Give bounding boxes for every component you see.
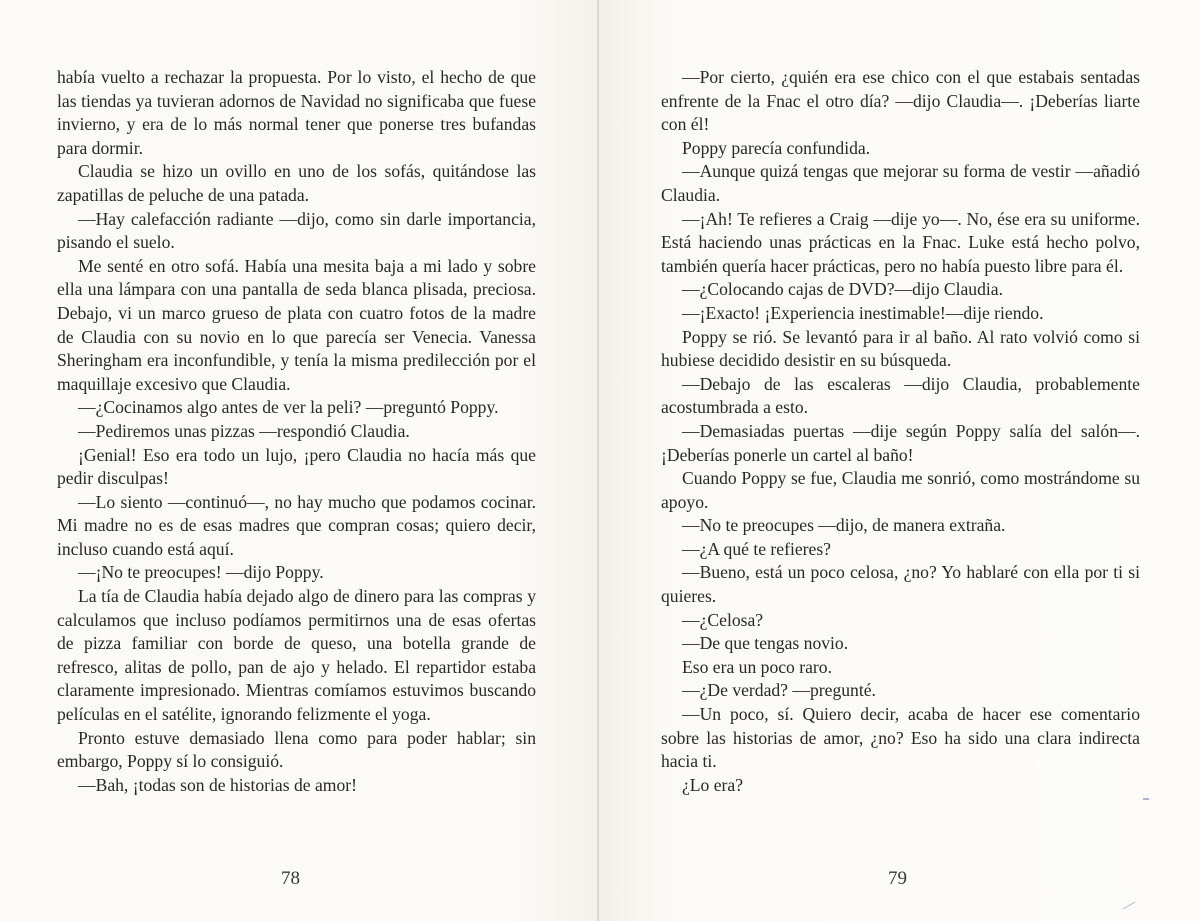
paragraph: Cuando Poppy se fue, Claudia me sonrió, como mostrándome su apoyo. <box>661 468 1140 512</box>
ink-speck <box>1143 798 1149 800</box>
paragraph: —Demasiadas puertas —dije según Poppy salía del salón—. ¡Deberías ponerle un cartel al baño! <box>661 420 1140 465</box>
paragraph: —Un poco, sí. Quiero decir, acaba de hacer ese comentario sobre las historias de amor, ¿no? Eso ha sido una clara indirecta hacia ti. <box>661 704 1140 772</box>
paragraph: Poppy parecía confundida. <box>682 137 871 158</box>
book-gutter <box>597 0 599 921</box>
paragraph: Eso era un poco raro. <box>682 656 832 677</box>
paragraph: —Bah, ¡todas son de historias de amor! <box>78 774 358 795</box>
paragraph: Poppy se rió. Se levantó para ir al baño. Al rato volvió como si hubiese decidido desistir en su búsqueda. <box>661 326 1140 371</box>
paragraph: Pronto estuve demasiado llena como para poder hablar; sin embargo, Poppy sí lo consiguió. <box>57 727 536 772</box>
paragraph: —¿A qué te refieres? <box>682 538 831 559</box>
page-number: 79 <box>888 868 907 889</box>
paragraph: ¡Genial! Eso era todo un lujo, ¡pero Claudia no hacía más que pedir disculpas! <box>57 444 536 489</box>
paragraph: —¿Celosa? <box>682 609 764 630</box>
paragraph: —No te preocupes —dijo, de manera extraña. <box>682 515 1006 536</box>
paragraph: había vuelto a rechazar la propuesta. Por lo visto, el hecho de que las tiendas ya tuvieran adornos de Navidad no significaba que fuese invierno, y era de lo más normal tener que ponerse tres bufandas para dormir. <box>57 67 536 158</box>
paragraph: —¡Ah! Te refieres a Craig —dije yo—. No, ése era su uniforme. Está haciendo unas prácticas en la Fnac. Luke está hecho polvo, también quería hacer prácticas, pero no había puesto libre para él. <box>661 208 1140 276</box>
paragraph: —De que tengas novio. <box>682 633 849 654</box>
paragraph: —Bueno, está un poco celosa, ¿no? Yo hablaré con ella por ti si quieres. <box>661 562 1140 607</box>
paragraph: —¡Exacto! ¡Experiencia inestimable!—dije riendo. <box>682 302 1044 323</box>
left-page <box>0 0 598 921</box>
paragraph: ¿Lo era? <box>682 774 744 795</box>
paragraph: —¿Colocando cajas de DVD?—dijo Claudia. <box>682 279 1004 300</box>
paragraph: —Pediremos unas pizzas —respondió Claudia. <box>78 420 410 441</box>
page-number: 78 <box>281 868 300 889</box>
left-page-text <box>57 66 536 797</box>
paragraph: Claudia se hizo un ovillo en uno de los sofás, quitándose las zapatillas de peluche de una patada. <box>57 161 536 205</box>
paragraph: —Debajo de las escaleras —dijo Claudia, probablemente acostumbrada a esto. <box>661 373 1140 418</box>
paragraph: —¡No te preocupes! —dijo Poppy. <box>78 562 324 583</box>
paragraph: Me senté en otro sofá. Había una mesita baja a mi lado y sobre ella una lámpara con una pantalla de seda blanca plisada, preciosa. Debajo, vi un marco grueso de plata con cuatro fotos de la madre de Claudia con su novio en lo que parecía ser Venecia. Vanessa Sheringham era inconfundible, y tenía la misma predilección por el maquillaje excesivo que Claudia. <box>57 255 536 394</box>
paragraph: —Hay calefacción radiante —dijo, como sin darle importancia, pisando el suelo. <box>57 208 536 253</box>
paragraph: —Aunque quizá tengas que mejorar su forma de vestir —añadió Claudia. <box>661 161 1140 205</box>
paragraph: —¿De verdad? —pregunté. <box>682 680 876 701</box>
ink-speck <box>1123 902 1136 910</box>
right-page <box>598 0 1200 921</box>
paragraph: —Lo siento —continuó—, no hay mucho que podamos cocinar. Mi madre no es de esas madres que compran cosas; quiero decir, incluso cuando está aquí. <box>57 491 536 559</box>
right-page-text <box>661 66 1140 797</box>
paragraph: —Por cierto, ¿quién era ese chico con el que estabais sentadas enfrente de la Fnac el otro día? —dijo Claudia—. ¡Deberías liarte con él! <box>661 67 1140 135</box>
paragraph: —¿Cocinamos algo antes de ver la peli? —preguntó Poppy. <box>78 397 499 418</box>
paragraph: La tía de Claudia había dejado algo de dinero para las compras y calculamos que incluso podíamos permitirnos una de esas ofertas de pizza familiar con borde de queso, una botella grande de refresco, alitas de pollo, pan de ajo y helado. El repartidor estaba claramente impresionado. Mientras comíamos estuvimos buscando películas en el satélite, ignorando felizmente el yoga. <box>57 586 536 725</box>
